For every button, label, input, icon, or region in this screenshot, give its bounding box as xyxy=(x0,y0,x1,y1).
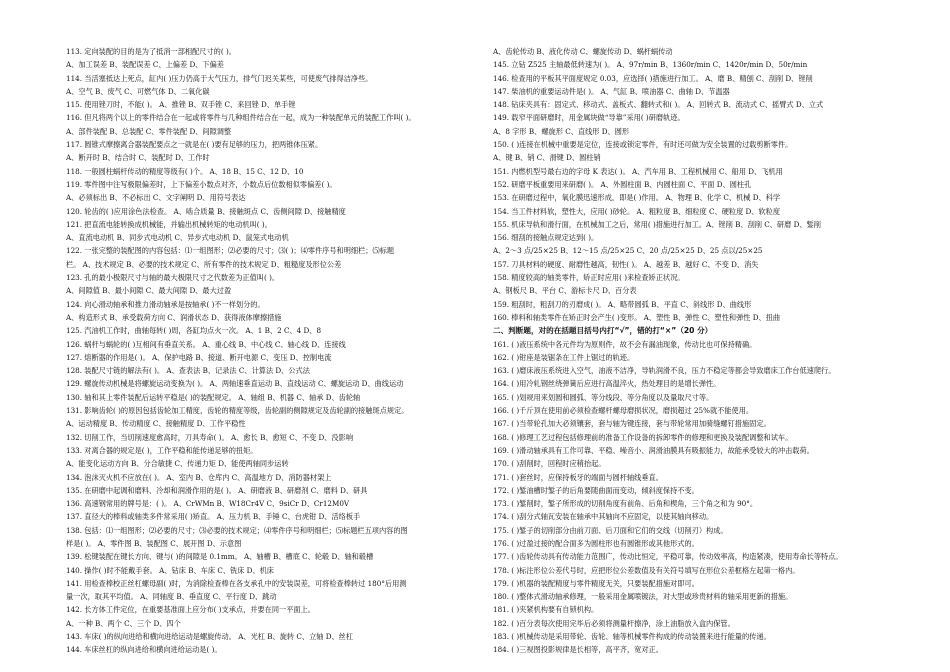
right-column-line: 174. ( )刮分式轴瓦安装在轴承中其轴向不应固定，以使其轴向移动。 xyxy=(493,512,714,522)
left-column-line: 120. 轮齿的( )应用涂色法检查。 A、啮合质量 B、接触斑点 C、齿侧间隙 D、接触精度 xyxy=(66,206,346,216)
left-column-line: 141. 用检查棒校正丝杠螺母副( )时，为消除检查棒在各支承孔中的安装误差，可将检查棒转过 180°后用测 xyxy=(66,578,407,588)
left-column-line: 116. 但凡将两个以上的零件结合在一起或将零件与几种组件结合在一起，成为一种装配单元的装配工作叫( )。 xyxy=(66,113,416,123)
left-column-line: 115. 使用锉刀时，不能( )。 A、推锉 B、双手锉 C、来回锉 D、单手锉 xyxy=(66,100,296,110)
left-column-line: A、加工误差 B、装配误差 C、上偏差 D、下偏差 xyxy=(66,60,224,70)
left-column-line: A、间隙值 B、最小间隙 C、最大间隙 D、最大过盈 xyxy=(66,286,232,296)
left-column-line: A、一种 B、两个 C、三个 D、四个 xyxy=(66,618,181,628)
right-column-line: 184. ( )三视图投影规律是长相等，高平齐，宽对正。 xyxy=(493,645,663,655)
section-heading: 二、判断题，对的在括题目括号内打“√”，错的打“×”（20 分） xyxy=(493,326,713,336)
right-column-line: 153. 在研磨过程中，氧化膜迅速形成，即是( )作用。 A、物理 B、化学 C、机械 D、科学 xyxy=(493,193,781,203)
right-column-line: 156. 细刮的接触点规定达到( )。 xyxy=(493,233,599,243)
right-column-line: 150. ( )连接在机械中重要是定位，连接或锁定零件，有时还可做为安全装置的过载剪断零件。 xyxy=(493,140,793,150)
left-column-line: 119. 零件图中注写极限偏差时，上下偏差小数点对齐，小数点后位数相似零偏差( )。 xyxy=(66,179,337,189)
right-column-line: 170. ( )刮削时，回程时应稍抬起。 xyxy=(493,459,606,469)
left-column-line: 130. 轴和其上零件装配后运转平稳是( )的装配规定。 A、轴组 B、机器 C、轴承 D、齿轮轴 xyxy=(66,392,361,402)
right-column-line: 178. ( )标注形位公差代号时，应把形位公差数值及有关符号填写在形位公差框格左起第一格内。 xyxy=(493,565,800,575)
left-column-line: 125. 汽油机工作时，曲轴每转( )周，各缸均点火一次。 A、1 B、2 C、4 D、8 xyxy=(66,326,322,336)
right-column-line: 165. ( )划规用来划圆和圆弧、等分线段、等分角度以及量取尺寸等。 xyxy=(493,392,714,402)
left-column-line: A、空气 B、废气 C、可燃气体 D、二氧化碳 xyxy=(66,86,210,96)
right-column-line: 172. ( )錾油槽时錾子的后角要随曲面而变动，倾斜度保持不变。 xyxy=(493,485,699,495)
right-column xyxy=(493,45,911,657)
left-column-line: 栏。 A、技术规定 B、必要的技术规定 C、所有零件的技术规定 D、粗糙度及形位公差 xyxy=(66,259,342,269)
left-column xyxy=(66,45,484,657)
right-column-line: 158. 精度较高的轴类零件，矫正时应用( )来检查矫正状况。 xyxy=(493,273,685,283)
left-column-line: A、能变化运动方向 B、分合敏捷 C、传递力矩 D、能使两轴同步运转 xyxy=(66,459,289,469)
right-column-line: 148. 钻床夹具有：固定式、移动式、盖板式、翻转式和( )。 A、回转式 B、流动式 C、摇臂式 D、立式 xyxy=(493,100,824,110)
left-column-line: 138. 包括：⑴一组图形；⑵必要的尺寸；⑶必要的技术规定；⑷零件序号和明细栏；⑸标题栏五项内容的图 xyxy=(66,525,408,535)
left-column-line: 134. 泡沫灭火机不应放在( )。 A、室内 B、仓库内 C、高温地方 D、消防器材架上 xyxy=(66,472,332,482)
right-column-line: 161. ( )液压系统中各元件均为原则件，故不会有漏油现象，传动比也可保持精确。 xyxy=(493,339,757,349)
left-column-line: 136. 高速钢常用的牌号是：( )。 A、CrWMn B、W18Cr4V C、9siCr D、Cr12M0V xyxy=(66,499,350,509)
right-column-line: 157. 刀具材料的硬度、耐磨性越高，韧性( )。 A、越差 B、越好 C、不变 D、消失 xyxy=(493,259,759,269)
right-column-line: 167. ( )当带轮孔加大必须镶套，套与轴为键连接，套与带轮常用加骑缝螺钉措施固定。 xyxy=(493,419,771,429)
right-column-line: 163. ( )磨床液压系统进入空气，油液不洁净，导轨润滑不良，压力不稳定等都会导致磨床工作台低速爬行。 xyxy=(493,366,836,376)
right-column-line: 164. ( )用冷轧钢丝绕弹簧后应进行高温淬火，热处理目的是增长弹性。 xyxy=(493,379,721,389)
left-column-line: 量一次，取其平均值。 A、同轴度 B、垂直度 C、平行度 D、跳动 xyxy=(66,592,277,602)
right-column-line: 175. ( )錾子的切削部分由前刀面、后刀面和它们的交线（切削刃）构成。 xyxy=(493,525,728,535)
left-column-line: 124. 向心滑动轴承和推力滑动轴承是按轴承( )不一样划分的。 xyxy=(66,299,265,309)
left-column-line: A、必须标出 B、不必标出 C、文字阐明 D、用符号表达 xyxy=(66,193,246,203)
left-column-line: 122. 一张完整的装配图的内容包括：⑴一组图形；⑵必要的尺寸；⑶( )；⑷零件序号和明细栏；⑸标题 xyxy=(66,246,395,256)
right-column-line: 155. 机床导轨和滑行面，在机械加工之后，常用( )措施进行加工。A、锉削 B、刮削 C、研磨 D、錾削 xyxy=(493,219,821,229)
left-column-line: A、直流电动机 B、同步式电动机 C、异步式电动机 D、鼠笼式电动机 xyxy=(66,233,289,243)
right-column-line: 151. 内燃机型号最右边的字母 K 表达( )。 A、汽车用 B、工程机械用 C、船用 D、飞机用 xyxy=(493,166,783,176)
left-column-line: 137. 直径大的棒料或轴类多件常采用( )矫直。 A、压力机 B、手锤 C、台虎钳 D、活络板手 xyxy=(66,512,361,522)
left-column-line: 140. 操作( )时不能戴手套。 A、钻床 B、车床 C、铣床 D、机床 xyxy=(66,565,274,575)
right-column-line: A、齿轮传动 B、液化传动 C、螺旋传动 D、蜗杆蜗传动 xyxy=(493,47,673,56)
right-column-line: 147. 柴油机的重要运动件是( )。 A、气缸 B、喷油器 C、曲轴 D、节温器 xyxy=(493,86,730,96)
left-column-line: A、运动精度 B、传动精度 C、接触精度 D、工作平稳性 xyxy=(66,419,246,429)
left-column-line: 143. 车床( )的纵向进给和横向进给运动是螺旋传动。 A、光杠 B、旋转 C、立轴 D、丝杠 xyxy=(66,632,354,642)
right-column-line: 183. ( )机械传动是采用带轮、齿轮、轴等机械零件构成的传动装置来进行能量的传递。 xyxy=(493,632,771,642)
left-column-line: 127. 熔断器的作用是( )。 A、保护电路 B、接道、断开电源 C、变压 D、控制电流 xyxy=(66,352,332,362)
left-column-line: 123. 孔的最小极限尺寸与轴的最大极限尺寸之代数差为正值叫( )。 xyxy=(66,273,280,283)
right-column-line: 166. ( )千斤顶在使用前必须检查螺杆螺母磨损状况，磨损超过 25%就不能使用。 xyxy=(493,406,754,416)
left-column-line: 135. 在研磨中起调和磨料、冷却和润滑作用的是( )。 A、研磨液 B、研磨剂 C、磨料 D、研具 xyxy=(66,485,368,495)
left-column-line: 144. 车床丝杠的纵向进给和横向进给运动是( )。 xyxy=(66,645,222,655)
left-column-line: A、部件装配 B、总装配 C、零件装配 D、间隙调整 xyxy=(66,126,232,136)
left-column-line: 128. 装配尺寸链的解法有( )。 A、查表法 B、记录法 C、计算法 D、公式法 xyxy=(66,366,310,376)
left-column-line: 133. 对离合器的规定是( )，工作平稳和能传递足够的扭矩。 xyxy=(66,445,258,455)
right-column-line: 169. ( )滑动轴承具有工作可靠、平稳、噪音小、润滑油膜具有吸振能力，故能承受较大的冲击载荷。 xyxy=(493,445,814,455)
right-column-line: 154. 当工件材料软，塑性大，应用( )砂轮。 A、粗粒度 B、细粒度 C、硬粒度 D、软粒度 xyxy=(493,206,781,216)
left-column-line: 114. 当活塞抵达上死点，缸内( )压力仍高于大气压力，排气门迟关某些，可使废气排得洁净些。 xyxy=(66,73,373,83)
left-column-line: 129. 螺旋传动机械是将螺旋运动变换为( )。 A、两轴速垂直运动 B、直线运动 C、螺旋运动 D、曲线运动 xyxy=(66,379,404,389)
right-column-line: A、2～3 点/25×25 B、12～15 点/25×25 C、20 点/25×25 D、25 点以/25×25 xyxy=(493,246,763,256)
left-column-line: 139. 松键装配在键长方向、键与( )的间隙是 0.1mm。 A、轴槽 B、槽底 C、轮毂 D、轴和毂槽 xyxy=(66,552,374,562)
right-column-line: 177. ( )齿轮传动具有传动能力范围广，传动比恒定，平稳可靠，传动效率高，构造紧凑，使用寿命长等特点。 xyxy=(493,552,843,562)
right-column-line: 168. ( )修理工艺过程包括修理前的准备工作设备的拆卸零件的修理和更换及装配调整和试车。 xyxy=(493,432,793,442)
left-column-line: 样是( )。 A、零件图 B、装配图 C、展开图 D、示意图 xyxy=(66,538,242,548)
right-column-line: A、键 B、销 C、滑键 D、圆柱销 xyxy=(493,153,601,163)
right-column-line: 176. ( )过盈过接的配合面多为圆柱形也有圆锥形或其他形式的。 xyxy=(493,538,699,548)
right-column-line: 146. 检查用的平板其平面度规定 0.03，应选择( )措施进行加工。 A、磨 B、精刨 C、刮削 D、锉削 xyxy=(493,73,813,83)
right-column-line: 180. ( )整体式滑动轴承修理，一般采用金属喷镀法，对大型或珍贵材料的轴采用更新的措施。 xyxy=(493,592,793,602)
right-column-line: 182. ( )百分表每次使用完毕后必须将测量杆擦净，涂上油脂放入盒内保管。 xyxy=(493,618,735,628)
left-column-line: 132. 切削工作，当切削速度愈高时，刀具寿命( )。 A、愈长 B、愈短 C、不变 D、没影响 xyxy=(66,432,354,442)
right-column-line: 149. 载窄平面研磨时，用金属块做“导靠”采用( )研磨轨迹。 xyxy=(493,113,685,123)
right-column-line: 162. ( )钳座是装锯条在工件上锯过的轨迹。 xyxy=(493,352,635,362)
right-column-line: 173. ( )錾削时，錾子所形成的切削角度有前角、后角和楔角，三个角之和为 90°。 xyxy=(493,499,758,509)
left-column-line: 121. 把直流电能转换成机械能，并输出机械转矩的电动机叫( )。 xyxy=(66,219,272,229)
left-column-line: 117. 圆锥式摩擦离合器装配要点之一就是在( )要有足够的压力，把两锥体压紧。 xyxy=(66,140,323,150)
right-column-line: 171. ( )套丝时，应保持板牙的端面与圆杆轴线垂直。 xyxy=(493,472,663,482)
left-column-line: A、断开时 B、结合时 C、装配时 D、工作时 xyxy=(66,153,210,163)
left-column-line: A、构造形式 B、承受载荷方向 C、润滑状态 D、获得液体摩擦措施 xyxy=(66,312,282,322)
left-column-line: 118. 一般圆柱蜗杆传动的精度等级有( )个。 A、18 B、15 C、12 D、10 xyxy=(66,166,304,176)
right-column-line: A、钢板尺 B、平台 C、游标卡尺 D、百分表 xyxy=(493,286,637,296)
left-column-line: 142. 长方体工件定位，在重要基准面上应分布( )支承点，并要在同一平面上。 xyxy=(66,605,315,615)
right-column-line: 152. 研磨平板重要用来研磨( )。 A、外圆柱面 B、内圆柱面 C、平面 D、圆柱孔 xyxy=(493,179,752,189)
right-column-line: 181. ( )夹紧机构要有自锁机构。 xyxy=(493,605,599,615)
left-column-line: 131. 影响齿轮( )的原因包括齿轮加工精度，齿轮的精度等级，齿轮副的侧隙规定及齿轮副的接触斑点规定。 xyxy=(66,406,409,416)
left-column-line: 126. 蜗杆与蜗轮的( )互相间有垂直关系。 A、重心线 B、中心线 C、轴心线 D、连接线 xyxy=(66,339,346,349)
right-column-line: A、8 字形 B、螺旋形 C、直线形 D、圆形 xyxy=(493,126,630,136)
right-column-line: 179. ( )机器的装配精度与零件精度无关，只要装配措施对即可。 xyxy=(493,578,699,588)
left-column-line: 113. 定向装配的目的是为了抵消一部相配尺寸的( )。 xyxy=(66,47,236,56)
right-column-line: 145. 立钻 Z525 主轴最低转速为( )。 A、97r/min B、1360r/min C、1420r/min D、50r/min xyxy=(493,60,808,70)
right-column-line: 159. 粗刮时，粗刮刀的刃磨成( )。 A、略带圆弧 B、平直 C、斜线形 D、曲线形 xyxy=(493,299,752,309)
right-column-line: 160. 棒料和轴类零件在矫正时会产生( )变形。 A、塑性 B、弹性 C、塑性和弹性 D、扭曲 xyxy=(493,312,781,322)
